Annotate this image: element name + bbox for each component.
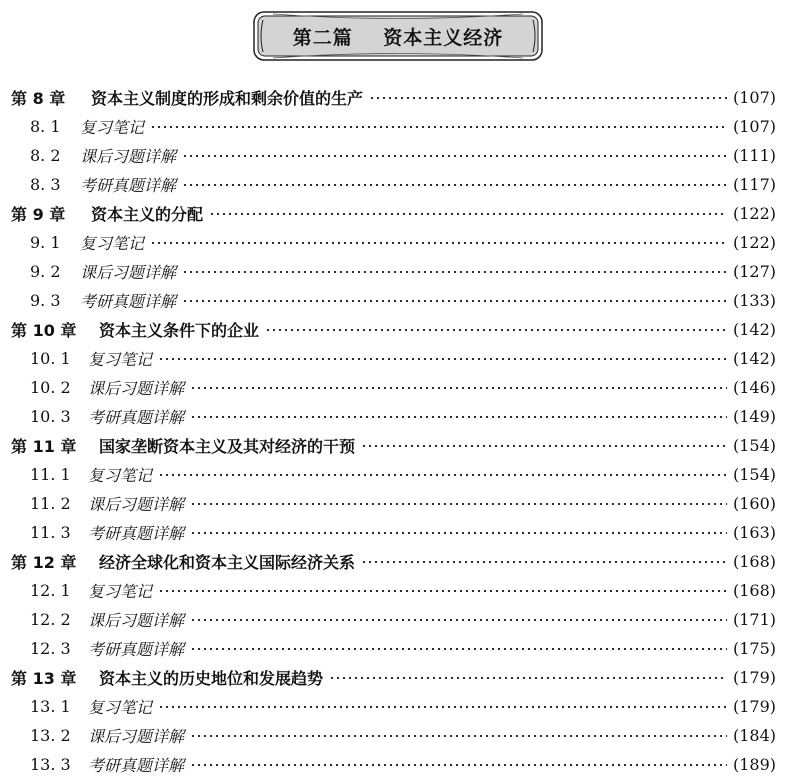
toc-page-number: (179) [732, 697, 776, 716]
toc-chapter-row[interactable] [0, 199, 790, 228]
toc-entry-number: 9. 2 [30, 262, 61, 281]
toc-page-number: (189) [732, 755, 776, 774]
toc-entry-number: 第 10 章 [11, 321, 77, 340]
toc-chapter-row[interactable] [0, 663, 790, 692]
toc-page-number: (179) [732, 668, 776, 687]
dot-leader [182, 155, 727, 157]
toc-page-number: (107) [732, 88, 776, 107]
toc-page-number: (184) [732, 726, 776, 745]
toc-entry-number: 第 13 章 [11, 669, 77, 688]
toc-entry-title: 资本主义制度的形成和剩余价值的生产 [91, 89, 364, 108]
toc-page-number: (122) [732, 233, 776, 252]
toc-entry-title: 考研真题详解 [80, 176, 177, 195]
toc-entry-number: 13. 2 [30, 726, 71, 745]
toc-entry-number: 10. 2 [30, 378, 71, 397]
toc-entry-number: 13. 3 [30, 755, 71, 774]
toc-entry-number: 8. 2 [30, 146, 61, 165]
dot-leader [265, 329, 727, 331]
toc-page-number: (111) [732, 146, 776, 165]
toc-section-row[interactable] [0, 518, 790, 547]
dot-leader [209, 213, 727, 215]
toc-entry-title: 国家垄断资本主义及其对经济的干预 [99, 437, 356, 456]
toc-section-row[interactable] [0, 344, 790, 373]
toc-chapter-row[interactable] [0, 431, 790, 460]
toc-entry-number: 13. 1 [30, 697, 71, 716]
toc-entry-title: 考研真题详解 [88, 640, 185, 659]
toc-page-number: (133) [732, 291, 776, 310]
toc-entry-number: 第 11 章 [11, 437, 77, 456]
toc-entry-title: 资本主义的历史地位和发展趋势 [99, 669, 324, 688]
toc-entry-number: 第 9 章 [11, 205, 66, 224]
part-title-banner [253, 11, 543, 61]
dot-leader [190, 416, 727, 418]
toc-entry-title: 复习笔记 [88, 350, 153, 369]
toc-entry-title: 经济全球化和资本主义国际经济关系 [99, 553, 356, 572]
toc-entry-title: 课后习题详解 [88, 495, 185, 514]
toc-entry-number: 9. 1 [30, 233, 61, 252]
toc-page-number: (142) [732, 349, 776, 368]
toc-entry-title: 考研真题详解 [88, 756, 185, 775]
toc-entry-number: 10. 3 [30, 407, 71, 426]
dot-leader [158, 706, 727, 708]
toc-entry-number: 11. 1 [30, 465, 71, 484]
dot-leader [182, 300, 727, 302]
dot-leader [190, 648, 727, 650]
toc-section-row[interactable] [0, 605, 790, 634]
toc-entry-number: 12. 3 [30, 639, 71, 658]
toc-entry-title: 复习笔记 [88, 466, 153, 485]
toc-chapter-row[interactable] [0, 315, 790, 344]
dot-leader [361, 445, 727, 447]
toc-entry-title: 复习笔记 [88, 698, 153, 717]
toc-page-number: (160) [732, 494, 776, 513]
toc-entry-title: 复习笔记 [80, 118, 145, 137]
toc-entry-title: 课后习题详解 [88, 611, 185, 630]
toc-entry-number: 12. 2 [30, 610, 71, 629]
dot-leader [190, 735, 727, 737]
toc-entry-title: 课后习题详解 [88, 379, 185, 398]
toc-page-number: (107) [732, 117, 776, 136]
toc-page-number: (146) [732, 378, 776, 397]
toc-page-number: (154) [732, 436, 776, 455]
dot-leader [150, 126, 727, 128]
toc-entry-title: 资本主义条件下的企业 [99, 321, 260, 340]
toc-page-number: (122) [732, 204, 776, 223]
toc-entry-title: 考研真题详解 [80, 292, 177, 311]
toc-section-row[interactable] [0, 634, 790, 663]
part-title: 第二篇 资本主义经济 [292, 26, 504, 49]
toc-chapter-row[interactable] [0, 547, 790, 576]
dot-leader [190, 619, 727, 621]
toc-entry-title: 考研真题详解 [88, 524, 185, 543]
dot-leader [190, 503, 727, 505]
toc-entry-title: 课后习题详解 [80, 147, 177, 166]
toc-section-row[interactable] [0, 402, 790, 431]
toc-page-number: (142) [732, 320, 776, 339]
toc-entry-number: 11. 3 [30, 523, 71, 542]
dot-leader [158, 358, 727, 360]
toc-section-row[interactable] [0, 750, 790, 779]
dot-leader [361, 561, 727, 563]
dot-leader [158, 590, 727, 592]
toc-section-row[interactable] [0, 141, 790, 170]
toc-entry-number: 11. 2 [30, 494, 71, 513]
dot-leader [190, 532, 727, 534]
toc-entry-title: 复习笔记 [88, 582, 153, 601]
dot-leader [329, 677, 727, 679]
dot-leader [369, 97, 727, 99]
toc-page-number: (171) [732, 610, 776, 629]
dot-leader [190, 764, 727, 766]
toc-entry-title: 课后习题详解 [80, 263, 177, 282]
toc-chapter-row[interactable] [0, 83, 790, 112]
dot-leader [150, 242, 727, 244]
toc-section-row[interactable] [0, 489, 790, 518]
toc-entry-number: 第 12 章 [11, 553, 77, 572]
table-of-contents [0, 83, 790, 779]
toc-page-number: (154) [732, 465, 776, 484]
toc-section-row[interactable] [0, 576, 790, 605]
toc-entry-title: 资本主义的分配 [91, 205, 204, 224]
toc-page-number: (117) [732, 175, 776, 194]
toc-section-row[interactable] [0, 373, 790, 402]
toc-section-row[interactable] [0, 170, 790, 199]
toc-entry-title: 考研真题详解 [88, 408, 185, 427]
toc-page-number: (149) [732, 407, 776, 426]
toc-section-row[interactable] [0, 692, 790, 721]
toc-page-number: (163) [732, 523, 776, 542]
toc-page-number: (168) [732, 552, 776, 571]
toc-section-row[interactable] [0, 228, 790, 257]
toc-page-number: (168) [732, 581, 776, 600]
toc-section-row[interactable] [0, 286, 790, 315]
toc-section-row[interactable] [0, 721, 790, 750]
toc-section-row[interactable] [0, 112, 790, 141]
dot-leader [158, 474, 727, 476]
toc-section-row[interactable] [0, 460, 790, 489]
toc-entry-title: 复习笔记 [80, 234, 145, 253]
toc-page-number: (127) [732, 262, 776, 281]
toc-entry-number: 10. 1 [30, 349, 71, 368]
toc-page-number: (175) [732, 639, 776, 658]
dot-leader [182, 271, 727, 273]
dot-leader [182, 184, 727, 186]
dot-leader [190, 387, 727, 389]
toc-entry-number: 12. 1 [30, 581, 71, 600]
toc-entry-number: 第 8 章 [11, 89, 66, 108]
toc-section-row[interactable] [0, 257, 790, 286]
toc-entry-number: 8. 1 [30, 117, 61, 136]
toc-entry-title: 课后习题详解 [88, 727, 185, 746]
toc-entry-number: 9. 3 [30, 291, 61, 310]
toc-entry-number: 8. 3 [30, 175, 61, 194]
